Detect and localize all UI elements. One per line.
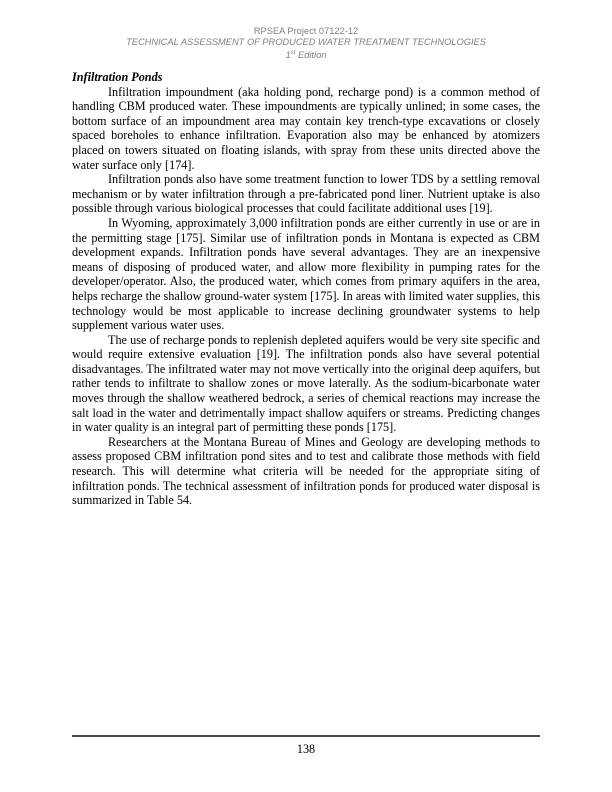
header-project-id: RPSEA Project 07122-12 — [253, 26, 359, 36]
header-report-title: TECHNICAL ASSESSMENT OF PRODUCED WATER TREATMENT TECHNOLOGIES — [126, 37, 486, 47]
edition-number: 1 — [285, 50, 291, 61]
page-footer — [72, 735, 540, 758]
running-header — [0, 26, 612, 61]
edition-ordinal-superscript: st — [290, 50, 296, 56]
page-body — [72, 70, 540, 508]
paragraph-2: Infiltration ponds also have some treatment function to lower TDS by a settling removal mechanism or by water infiltration through a pre-fabricated pond liner. Nutrient uptake is also possible through various biological processes that could facilitate additional uses [19]. — [72, 172, 540, 216]
paragraph-3: In Wyoming, approximately 3,000 infiltration ponds are either currently in use or are in the permitting stage [175]. Similar use of infiltration ponds in Montana is expected as CBM development expands. Infiltration ponds have several advantages. They are an inexpensive means of disposing of produced water, and allow more flexibility in pumping rates for the developer/operator. Also, the produced water, which comes from primary aquifers in the area, helps recharge the shallow ground-water system [175]. In areas with limited water supplies, this technology would be most applicable to increase declining groundwater systems to help supplement various water uses. — [72, 215, 540, 333]
paragraph-5: Researchers at the Montana Bureau of Mines and Geology are developing methods to assess proposed CBM infiltration pond sites and to test and calibrate those methods with field research. This will determine what criteria will be needed for the appropriate siting of infiltration ponds. The technical assessment of infiltration ponds for produced water disposal is summarized in Table 54. — [72, 434, 540, 508]
edition-word: Edition — [295, 50, 327, 61]
paragraph-1: Infiltration impoundment (aka holding pond, recharge pond) is a common method of handling CBM produced water. These impoundments are typically unlined; in some cases, the bottom surface of an impoundment area may contain key trench-type excavations or closely spaced boreholes to enhance infiltration. Evaporation also may be enhanced by atomizers placed on towers situated on floating islands, with spray from these units directed above the water surface only [174]. — [72, 84, 540, 172]
paragraph-4: The use of recharge ponds to replenish depleted aquifers would be very site specific and would require extensive evaluation [19]. The infiltration ponds also have several potential disadvantages. The infiltrated water may not move vertically into the original deep aquifers, but rather tends to infiltrate to shallow zones or move laterally. As the sodium-bicarbonate water moves through the shallow weathered bedrock, a series of chemical reactions may increase the salt load in the water and detrimentally impact shallow aquifers or streams. Predicting changes in water quality is an integral part of permitting these ponds [175]. — [72, 332, 540, 435]
header-edition — [0, 48, 612, 61]
section-heading: Infiltration Ponds — [72, 70, 163, 84]
page-number: 138 — [296, 742, 316, 756]
